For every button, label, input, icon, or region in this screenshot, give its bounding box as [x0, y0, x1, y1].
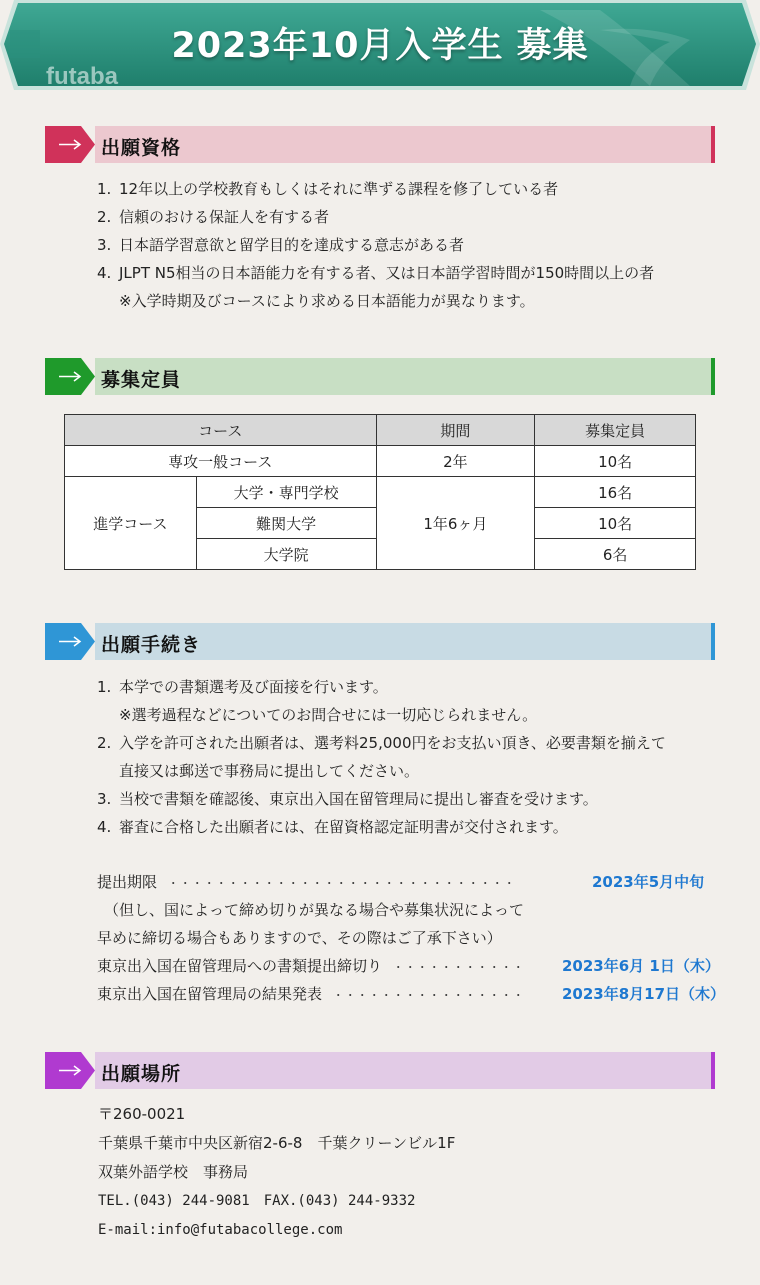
- list-item: [97, 203, 654, 231]
- list-note: ※選考過程などについてのお問合せには一切応じられません。: [119, 706, 538, 724]
- list-text: 審査に合格した出願者には、在留資格認定証明書が交付されます。: [119, 818, 568, 836]
- list-number: 4.: [97, 818, 112, 836]
- list-text: 日本語学習意欲と留学目的を達成する意志がある者: [119, 236, 465, 254]
- table-cell: 16名: [535, 477, 696, 508]
- list-number: 2.: [97, 734, 112, 752]
- list-number: 3.: [97, 790, 112, 808]
- section-header-procedure: [45, 623, 715, 660]
- table-header: 期間: [376, 415, 535, 446]
- list-item: [97, 259, 654, 315]
- list-text: 当校で書類を確認後、東京出入国在留管理局に提出し審査を受けます。: [119, 790, 598, 808]
- brand-logo-text: futaba: [46, 63, 118, 90]
- deadline-value: 2023年6月 1日（木）: [562, 957, 720, 975]
- list-number: 1.: [97, 180, 112, 198]
- section-edge: [711, 358, 715, 395]
- table-cell: 2年: [376, 446, 535, 477]
- page-title: 2023年10月入学生 募集: [171, 26, 589, 66]
- table-row: [65, 477, 696, 508]
- table-header: コース: [65, 415, 377, 446]
- list-number: 1.: [97, 678, 112, 696]
- table-cell: 1年6ヶ月: [376, 477, 535, 570]
- table-header-row: [65, 415, 696, 446]
- section-edge: [711, 1052, 715, 1089]
- table-cell: 進学コース: [65, 477, 197, 570]
- procedure-list: [97, 673, 666, 841]
- section-title: 募集定員: [101, 369, 182, 391]
- table-cell: 10名: [535, 508, 696, 539]
- header-banner: [0, 0, 760, 95]
- table-cell: 大学院: [196, 539, 376, 570]
- bureau-deadline-row: [97, 952, 720, 982]
- list-item: [97, 175, 654, 203]
- deadline-note-line: 早めに締切る場合もありますので、その際はご了承下さい）: [97, 929, 502, 947]
- section-tab-arrow: [45, 1052, 95, 1089]
- list-item: [97, 673, 666, 729]
- table-cell: 10名: [535, 446, 696, 477]
- leader-dots: ・・・・・・・・・・・・・・・・: [332, 989, 525, 1002]
- list-text: 信頼のおける保証人を有する者: [119, 208, 330, 226]
- list-item: [97, 729, 666, 785]
- section-header-qualifications: [45, 126, 715, 163]
- list-text: 入学を許可された出願者は、選考料25,000円をお支払い頂き、必要書類を揃えて: [119, 734, 666, 752]
- list-number: 2.: [97, 208, 112, 226]
- table-cell: 専攻一般コース: [65, 446, 377, 477]
- address-block: [98, 1100, 455, 1245]
- table-cell: 6名: [535, 539, 696, 570]
- list-item: [97, 785, 666, 813]
- list-text: 本学での書類選考及び面接を行います。: [119, 678, 388, 696]
- list-number: 4.: [97, 264, 112, 282]
- section-header-capacity: [45, 358, 715, 395]
- list-text: JLPT N5相当の日本語能力を有する者、又は日本語学習時間が150時間以上の者: [119, 264, 655, 282]
- section-bar: [95, 126, 715, 163]
- table-cell: 大学・専門学校: [196, 477, 376, 508]
- section-title: 出願資格: [101, 137, 182, 159]
- list-text: 12年以上の学校教育もしくはそれに準ずる課程を修了している者: [119, 180, 559, 198]
- address-line: 千葉県千葉市中央区新宿2-6-8 千葉クリーンビル1F: [98, 1134, 456, 1152]
- leader-dots: ・・・・・・・・・・・: [392, 961, 525, 974]
- section-title: 出願場所: [101, 1063, 182, 1085]
- result-announcement-row: [97, 980, 726, 1010]
- submit-deadline-row: [97, 868, 705, 898]
- postal-code: 〒260-0021: [98, 1105, 186, 1123]
- leader-dots: ・・・・・・・・・・・・・・・・・・・・・・・・・・・・・: [167, 877, 516, 890]
- deadline-note-line: （但し、国によって締め切りが異なる場合や募集状況によって: [104, 901, 525, 919]
- capacity-table: [64, 414, 696, 570]
- qualifications-list: [97, 175, 654, 315]
- deadline-value: 2023年5月中旬: [592, 873, 705, 891]
- email-address[interactable]: E-mail:info@futabacollege.com: [98, 1222, 343, 1238]
- list-number: 3.: [97, 236, 112, 254]
- section-tab-arrow: [45, 623, 95, 660]
- table-header: 募集定員: [535, 415, 696, 446]
- list-note: ※入学時期及びコースにより求める日本語能力が異なります。: [119, 292, 535, 310]
- table-cell: 難関大学: [196, 508, 376, 539]
- list-item: [97, 813, 666, 841]
- section-title: 出願手続き: [101, 634, 202, 656]
- list-item: [97, 231, 654, 259]
- section-edge: [711, 623, 715, 660]
- deadline-label: 東京出入国在留管理局への書類提出締切り: [97, 957, 383, 975]
- section-bar: [95, 358, 715, 395]
- section-header-location: [45, 1052, 715, 1089]
- section-edge: [711, 126, 715, 163]
- section-bar: [95, 1052, 715, 1089]
- table-row: [65, 446, 696, 477]
- phone-fax: TEL.(043) 244-9081 FAX.(043) 244-9332: [98, 1193, 416, 1209]
- deadline-value: 2023年8月17日（木）: [562, 985, 726, 1003]
- list-note: 直接又は郵送で事務局に提出してください。: [119, 762, 420, 780]
- deadline-label: 提出期限: [97, 873, 158, 891]
- deadline-label: 東京出入国在留管理局の結果発表: [97, 985, 323, 1003]
- section-tab-arrow: [45, 126, 95, 163]
- section-tab-arrow: [45, 358, 95, 395]
- office-name: 双葉外語学校 事務局: [98, 1163, 249, 1181]
